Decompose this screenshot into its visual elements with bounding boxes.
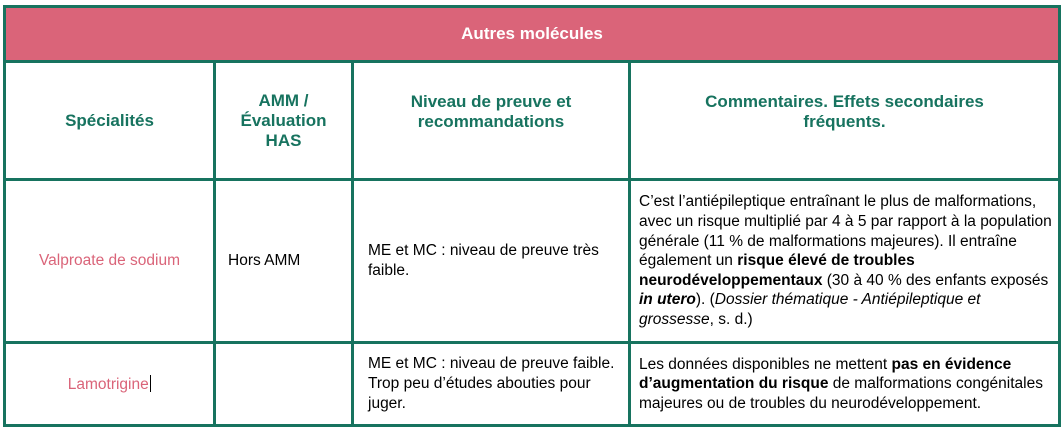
text-run: (30 à 40 % des enfants exposés [822, 271, 1049, 289]
commentaire-cell[interactable] [630, 343, 1060, 426]
header-commentaires [630, 62, 1060, 180]
amm-cell[interactable]: Hors AMM [215, 180, 353, 343]
commentaire-cell[interactable] [630, 180, 1060, 343]
bold-text: risque élevé de troubles neurodéveloppementaux [639, 252, 915, 289]
italic-text: Dossier thématique - Antiépileptique et grossesse [639, 291, 981, 328]
table-title: Autres molécules [5, 7, 1060, 62]
header-niveau [353, 62, 630, 180]
header-amm-line: HAS [265, 130, 302, 150]
header-niveau-line: recommandations [417, 111, 565, 131]
table-row [5, 180, 1060, 343]
text-run: , s. d.) [709, 310, 753, 328]
header-commentaires-line: fréquents. [803, 111, 886, 131]
header-amm [215, 62, 353, 180]
header-row [5, 62, 1060, 180]
header-commentaires-line: Commentaires. Effets secondaires [705, 91, 984, 111]
autres-molecules-table [3, 5, 1061, 427]
amm-cell[interactable] [215, 343, 353, 426]
bold-italic-text: in utero [639, 291, 696, 309]
header-amm-line: Évaluation [240, 110, 327, 130]
specialite-cell[interactable] [5, 343, 215, 426]
specialite-text: Lamotrigine [67, 375, 149, 393]
text-run: Les données disponibles ne mettent [639, 355, 892, 373]
header-specialites: Spécialités [5, 62, 215, 180]
header-niveau-line: Niveau de preuve et [410, 91, 572, 111]
niveau-cell[interactable]: ME et MC : niveau de preuve faible. Trop peu d’études abouties pour juger. [353, 343, 630, 426]
text-run: C’est l’antiépileptique entraînant le plus de malformations, avec un risque multiplié par 4 à 5 par rapport à la population générale (11 % de malformations majeures). Il entraîne également un [639, 193, 1052, 270]
text-cursor [150, 375, 152, 392]
bold-text: pas en évidence d’augmentation du risque [639, 355, 1012, 393]
text-run: ). ( [695, 291, 715, 309]
text-run: de malformations congénitales majeures ou de troubles du neurodéveloppement. [639, 375, 1043, 412]
header-amm-line: AMM / [258, 90, 309, 110]
table-row [5, 343, 1060, 426]
specialite-cell[interactable]: Valproate de sodium [5, 180, 215, 343]
niveau-cell[interactable]: ME et MC : niveau de preuve très faible. [353, 180, 630, 343]
